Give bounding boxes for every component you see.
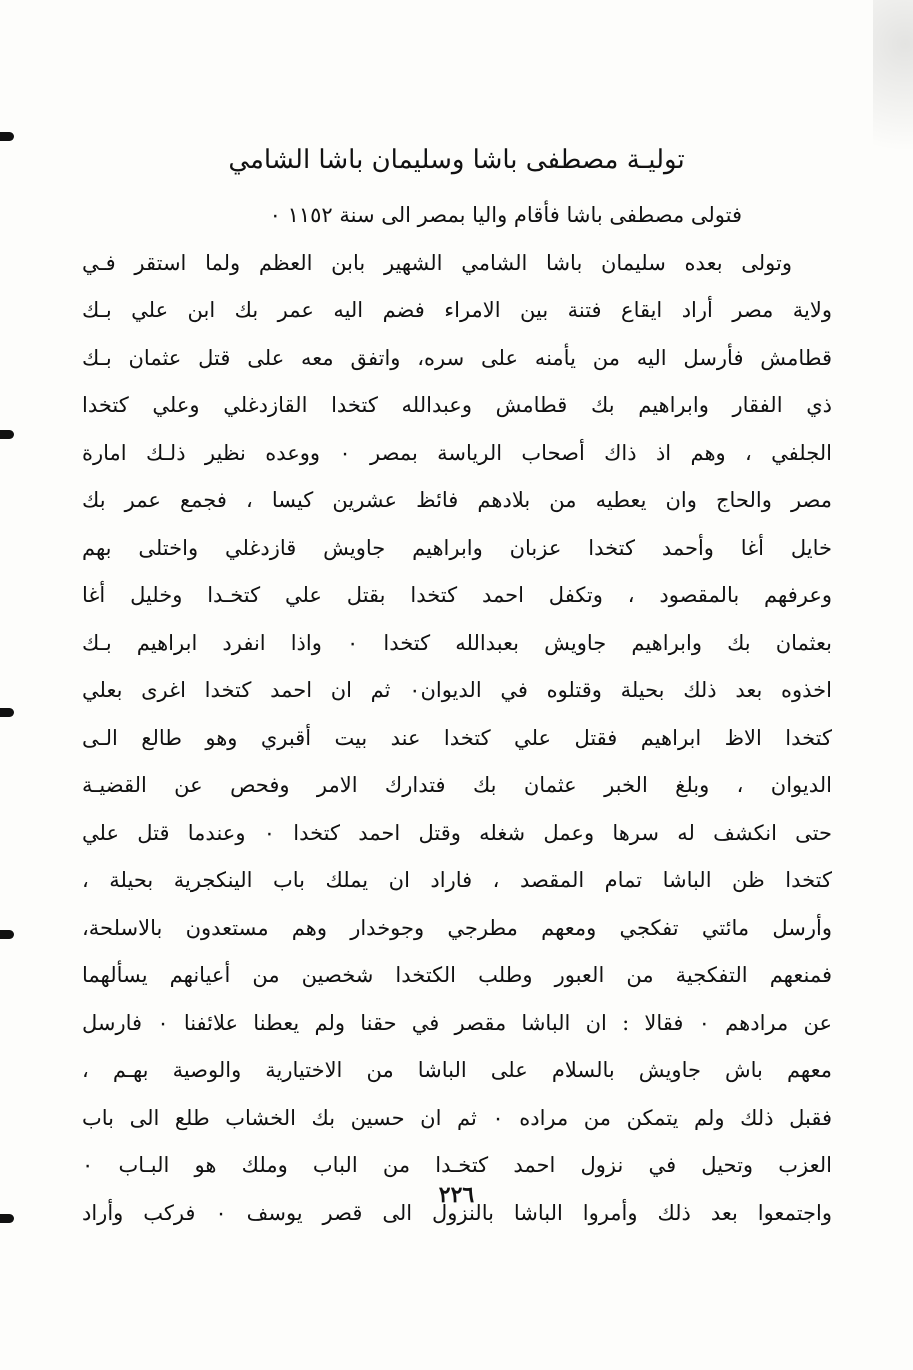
binding-mark	[0, 430, 14, 439]
text-line: الجلفي ، وهم اذ ذاك أصحاب الرياسة بمصر ٠ ووعده نظير ذلـك امارة	[82, 440, 832, 465]
scan-edge-shadow	[873, 0, 913, 220]
text-line: حتى انكشف له سرها وعمل شغله وقتل احمد كتخدا ٠ وعندما قتل علي	[82, 820, 832, 845]
text-line: واجتمعوا بعد ذلك وأمروا الباشا بالنزول الى قصر يوسف ٠ فركب وأراد	[82, 1200, 832, 1225]
text-line: وأرسل مائتي تفكجي ومعهم مطرجي وجوخدار وهم مستعدون بالاسلحة،	[82, 915, 832, 940]
text-line: ذي الفقار وابراهيم بك قطامش وعبدالله كتخدا القازدغلي وعلي كتخدا	[82, 393, 832, 417]
text-line: اخذوه بعد ذلك بحيلة وقتلوه في الديوان٠ ثم ان احمد كتخدا اغرى بعلي	[82, 678, 832, 702]
section-heading: توليـة مصطفى باشا وسليمان باشا الشامي	[228, 145, 685, 175]
text-line: ولاية مصر أراد ايقاع فتنة بين الامراء فضم اليه عمر بك ابن علي بـك	[82, 298, 832, 322]
text-line: قطامش فأرسل اليه من يأمنه على سره، واتفق معه على قتل عثمان بـك	[82, 345, 832, 370]
text-line: العزب وتحيل في نزول احمد كتخـدا من الباب وملك هو البـاب ٠	[82, 1153, 832, 1177]
text-line: كتخدا الاظ ابراهيم فقتل علي كتخدا عند بيت أقبري وهو طالع الـى	[82, 725, 832, 750]
text-line: عن مرادهم ٠ فقالا : ان الباشا مقصر في حقنا ولم يعطنا علائفنا ٠ فارسل	[82, 1010, 832, 1035]
binding-mark	[0, 930, 14, 939]
binding-mark	[0, 132, 14, 141]
text-line: فتولى مصطفى باشا فأقام واليا بمصر الى سنة ١١٥٢ ٠	[269, 203, 742, 227]
binding-mark	[0, 708, 14, 717]
text-line: الديوان ، وبلغ الخبر عثمان بك فتدارك الامر وفحص عن القضيـة	[82, 773, 832, 797]
text-line: وتولى بعده سليمان باشا الشامي الشهير بابن العظم ولما استقر فـي	[82, 250, 792, 275]
text-line: بعثمان بك وابراهيم جاويش بعبدالله كتخدا ٠ واذا انفرد ابراهيم بـك	[82, 630, 832, 655]
text-line: خايل أغا وأحمد كتخدا عزبان وابراهيم جاويش قازدغلي واختلى بهم	[82, 535, 832, 560]
text-line: فمنعهم التفكجية من العبور وطلب الكتخدا شخصين من أعيانهم يسألهما	[82, 963, 832, 987]
text-line: فقبل ذلك ولم يتمكن من مراده ٠ ثم ان حسين بك الخشاب طلع الى باب	[82, 1105, 832, 1130]
page-number: ٢٢٦	[438, 1182, 475, 1208]
text-line: معهم باش جاويش بالسلام على الباشا من الاختيارية والوصية بهـم ،	[82, 1058, 832, 1082]
text-line: مصر والحاج وان يعطيه من بلادهم فائظ عشرين كيسا ، فجمع عمر بك	[82, 488, 832, 512]
text-line: كتخدا ظن الباشا تمام المقصد ، فاراد ان يملك باب الينكجرية بحيلة ،	[82, 868, 832, 892]
body-text	[82, 192, 832, 1237]
binding-mark	[0, 1214, 14, 1223]
text-line: وعرفهم بالمقصود ، وتكفل احمد كتخدا بقتل علي كتخـدا وخليل أغا	[82, 583, 832, 607]
